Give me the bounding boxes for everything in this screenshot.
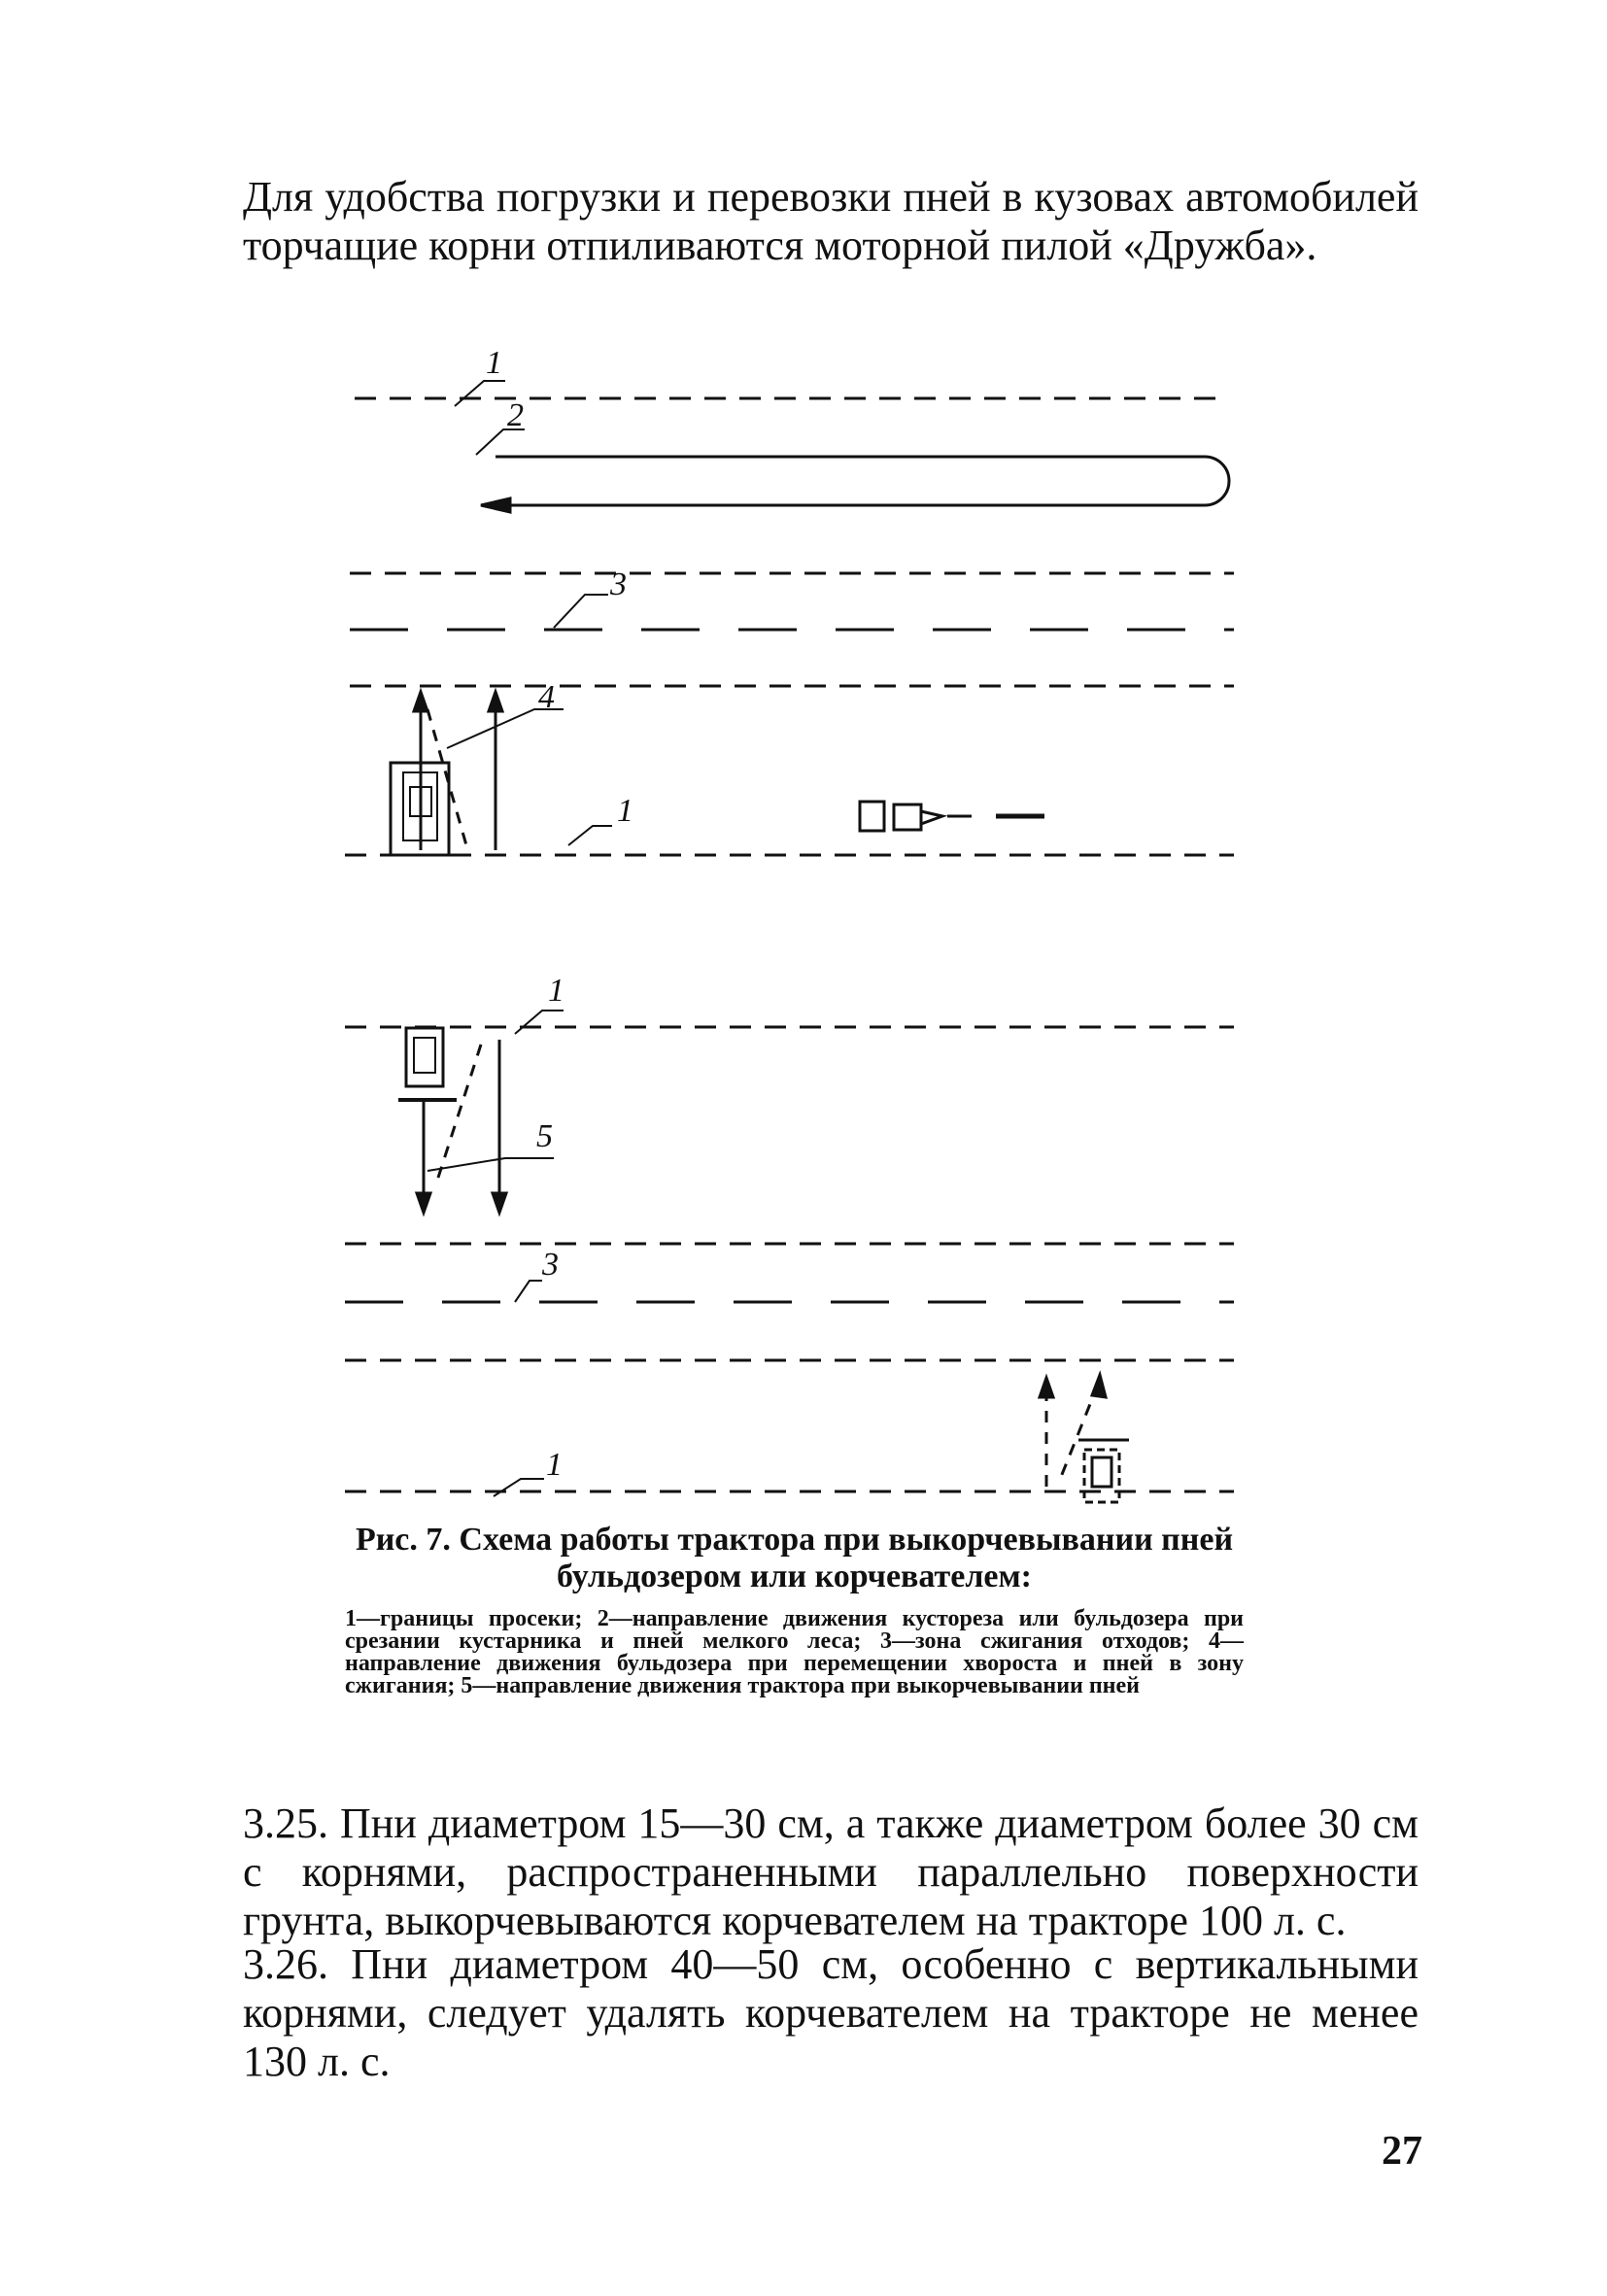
- intro-paragraph: Для удобства погрузки и перевозки пней в кузовах автомобилей торчащие корни отпиливаются моторной пилой «Дружба».: [243, 173, 1419, 269]
- label-3-bottom: 3: [542, 1247, 559, 1283]
- label-3-top: 3: [610, 566, 627, 602]
- figure-caption-legend: 1—границы просеки; 2—направление движения кустореза или бульдозера при срезании кустарника и пней мелкого леса; 3—зона сжигания отходов; 4—направление движения бульдозера при перемещении хвороста и пней в зону сжигания; 5—направление движения трактора при выкорчевывании пней: [345, 1606, 1244, 1698]
- label-2: 2: [507, 397, 524, 433]
- leader-1-lower: [515, 1011, 564, 1034]
- leader-3-bottom: [515, 1281, 542, 1302]
- paragraph-3-25: 3.25. Пни диаметром 15—30 см, а также диаметром более 30 см с корнями, распространенными параллельно поверхности грунта, выкорчевываются корчевателем на тракторе 100 л. с.: [243, 1799, 1419, 1944]
- leader-5: [427, 1158, 554, 1171]
- paragraph-3-26: 3.26. Пни диаметром 40—50 см, особенно с вертикальными корнями, следует удалять корчевателем на тракторе не менее 130 л. с.: [243, 1940, 1419, 2085]
- leader-1: [455, 381, 505, 406]
- label-1-lower: 1: [548, 973, 564, 1009]
- leader-1-bottom: [494, 1479, 544, 1496]
- label-1-top: 1: [486, 345, 502, 381]
- leader-4: [447, 709, 564, 748]
- direction-path-2: [491, 457, 1229, 505]
- leader-3: [554, 595, 608, 628]
- arrow-icon: [481, 498, 510, 512]
- leader-1-mid: [568, 826, 612, 845]
- label-1-bottom: 1: [546, 1447, 563, 1483]
- label-5: 5: [536, 1118, 553, 1154]
- label-1-mid: 1: [617, 793, 633, 829]
- figure-7: [330, 340, 1244, 1506]
- direction-4-return: [427, 709, 466, 845]
- page-number: 27: [1382, 2129, 1422, 2174]
- figure-caption-title: Рис. 7. Схема работы трактора при выкорчевывании пней бульдозером или корчевателем:: [355, 1522, 1234, 1594]
- figure-diagram: [330, 340, 1244, 1506]
- uprooter-icon: [860, 802, 1044, 831]
- label-4: 4: [538, 679, 555, 715]
